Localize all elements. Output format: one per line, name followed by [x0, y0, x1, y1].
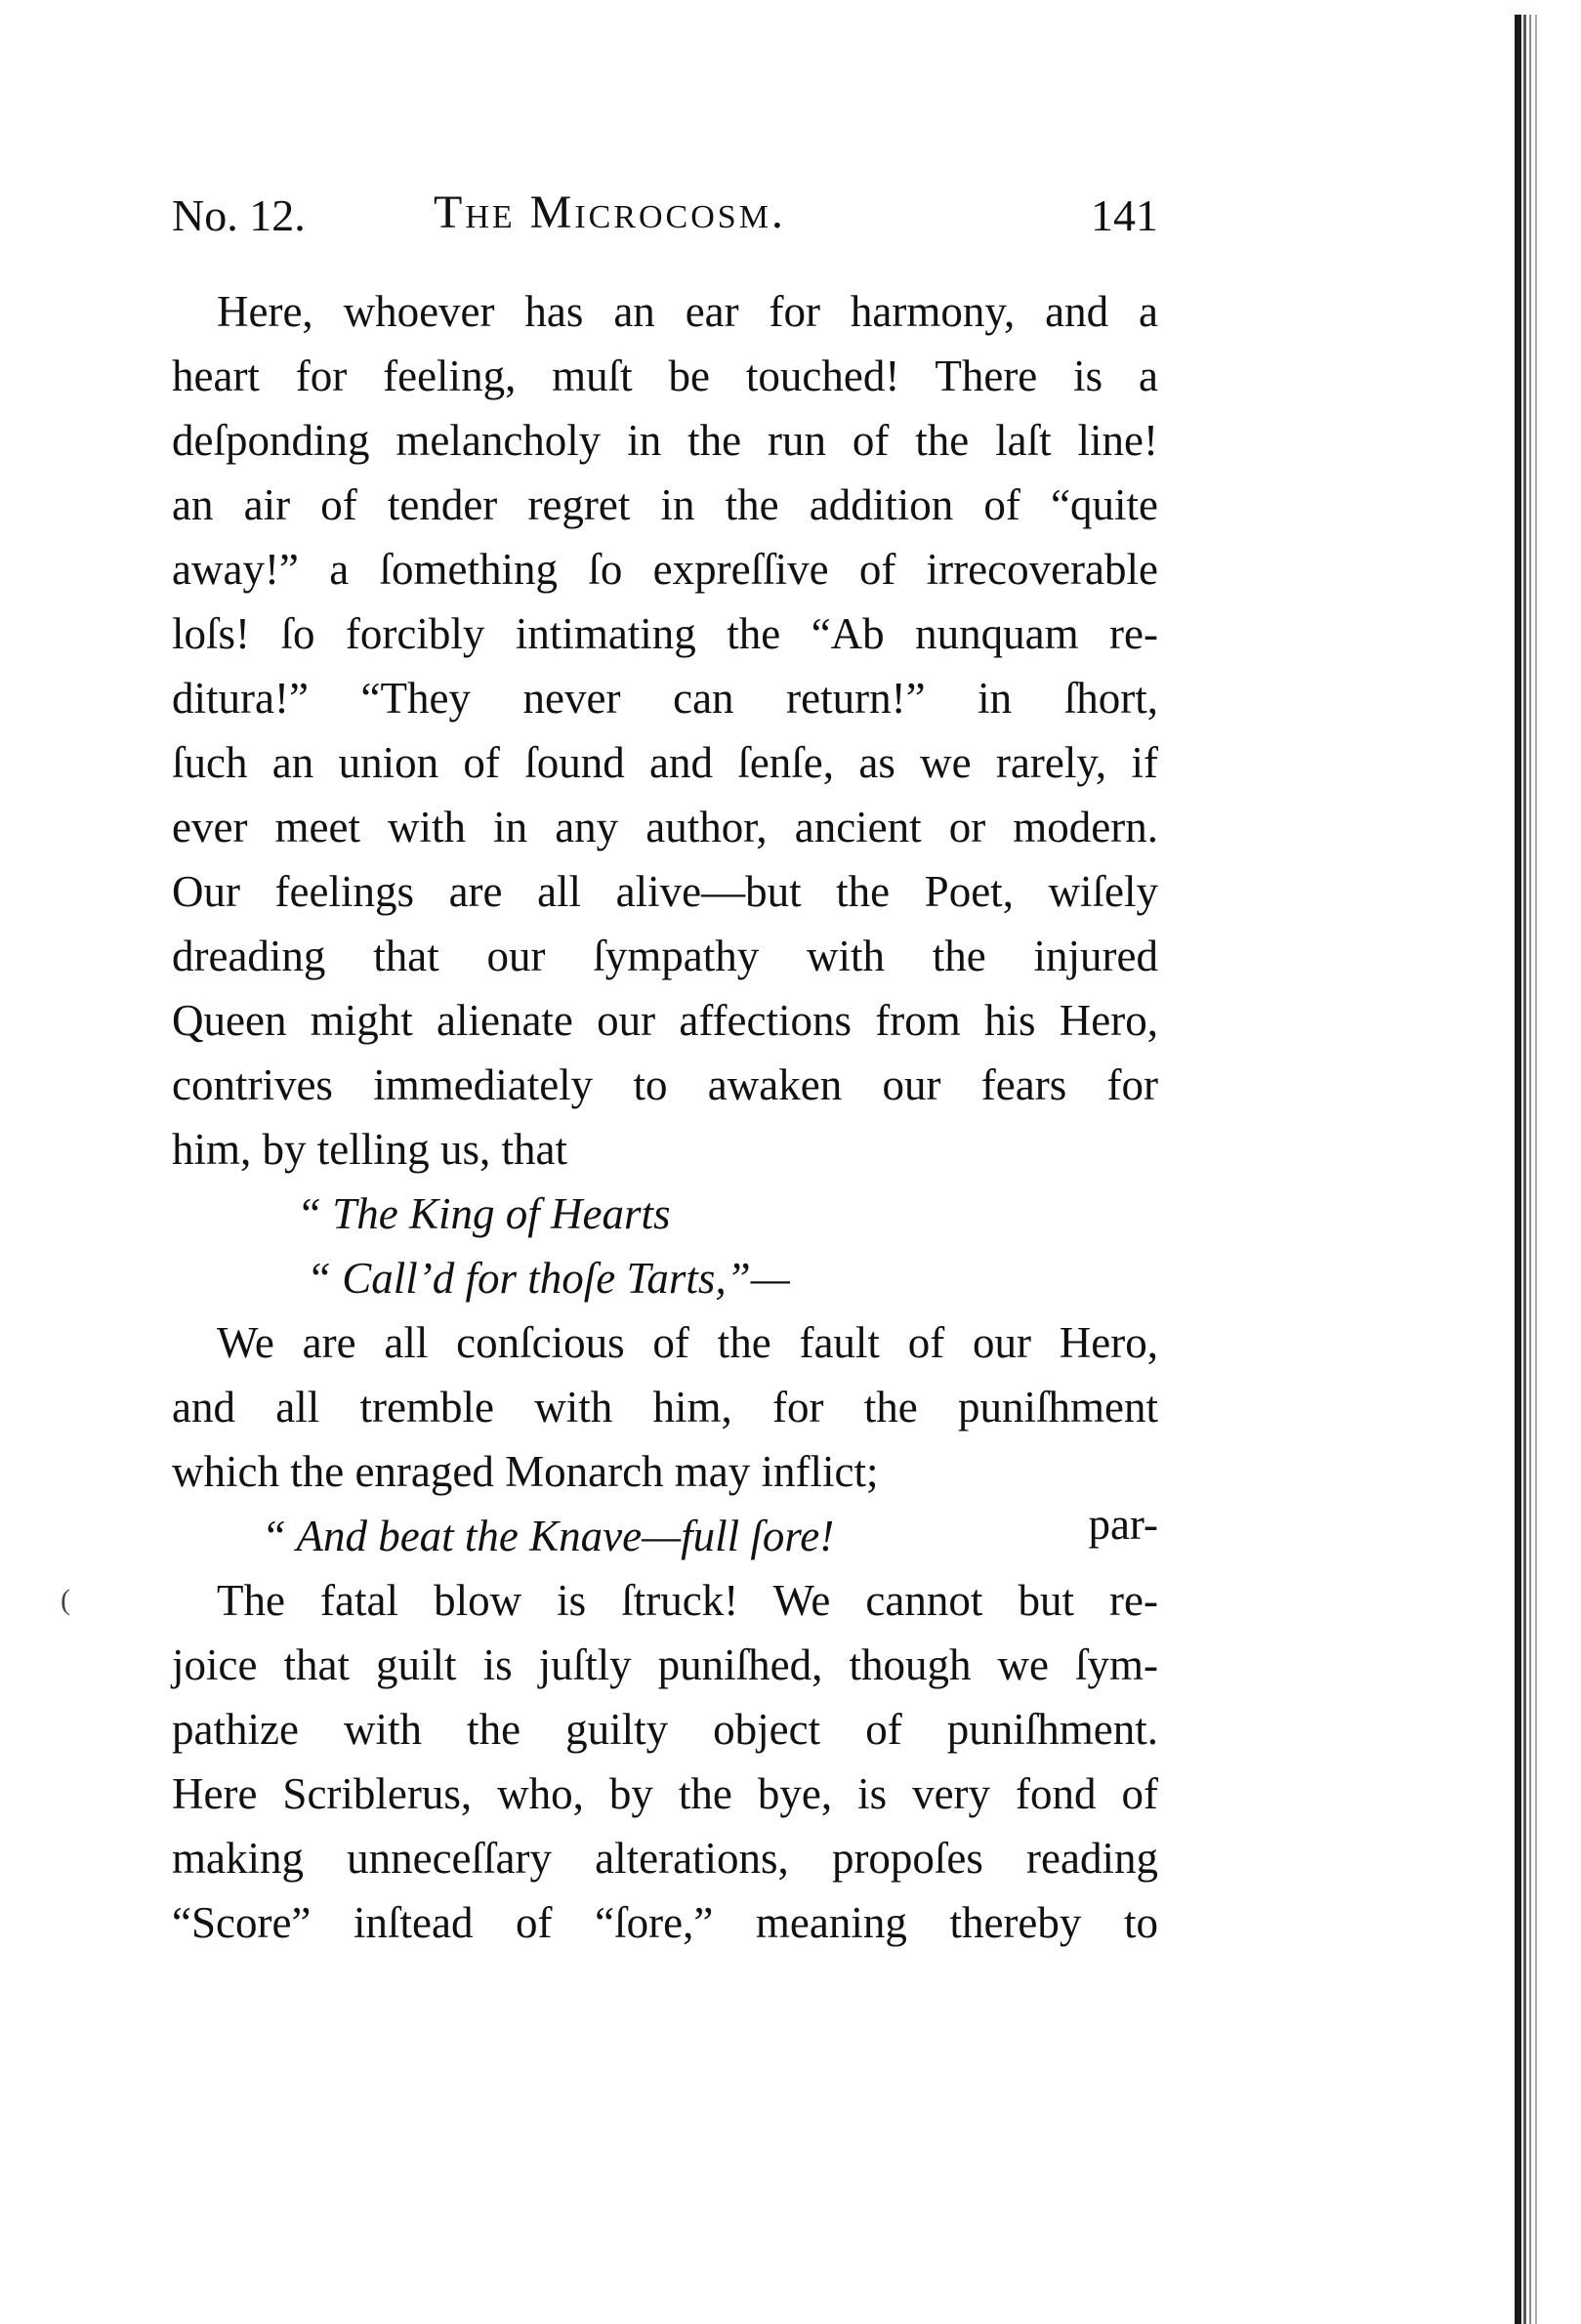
body-text	[172, 279, 1158, 1955]
text-line: ſuch an union of ſound and ſenſe, as we rarely, if	[172, 738, 1158, 787]
page-number: 141	[1091, 190, 1158, 240]
text-line: heart for feeling, muſt be touched! There is a	[172, 352, 1158, 400]
text-line: Here, whoever has an ear for harmony, and a	[217, 287, 1158, 336]
text-line: Our feelings are all alive—but the Poet, wiſely	[172, 867, 1158, 916]
binding-shadow	[1515, 15, 1521, 2324]
verse-line: “ And beat the Knave—full ſore!	[262, 1512, 835, 1560]
binding-shadow	[1529, 15, 1531, 2324]
verse-line: “ The King of Hearts	[297, 1189, 671, 1238]
text-line: and all tremble with him, for the puniſhment	[172, 1383, 1158, 1432]
text-line: ever meet with in any author, ancient or modern.	[172, 803, 1158, 851]
text-line: loſs! ſo forcibly intimating the “Ab nunquam re-	[172, 609, 1158, 658]
text-line: Here Scriblerus, who, by the bye, is very fond of	[172, 1769, 1158, 1818]
text-line: We are all conſcious of the fault of our Hero,	[217, 1318, 1158, 1367]
text-line: making unneceſſary alterations, propoſes reading	[172, 1834, 1158, 1883]
text-line: him, by telling us, that	[172, 1125, 567, 1174]
text-line: away!” a ſomething ſo expreſſive of irrecoverable	[172, 545, 1158, 594]
text-line: dreading that our ſympathy with the injured	[172, 932, 1158, 980]
text-line: joice that guilt is juſtly puniſhed, though we ſym-	[172, 1640, 1158, 1689]
catchword: par-	[1088, 1500, 1158, 1549]
text-line: an air of tender regret in the addition of “quite	[172, 480, 1158, 529]
text-line: ditura!” “They never can return!” in ſhort,	[172, 674, 1158, 723]
binding-shadow	[1523, 15, 1526, 2324]
text-line: deſponding melancholy in the run of the laſt line!	[172, 416, 1158, 465]
text-line: contrives immediately to awaken our fears for	[172, 1060, 1158, 1109]
verse-line: “ Call’d for thoſe Tarts,”—	[307, 1254, 790, 1303]
text-line: The fatal blow is ſtruck! We cannot but re-	[217, 1576, 1158, 1625]
running-title: The Microcosm.	[434, 187, 786, 238]
running-header	[172, 189, 1158, 248]
text-line: pathize with the guilty object of puniſhment.	[172, 1705, 1158, 1754]
text-line: “Score” inſtead of “ſore,” meaning thereby to	[172, 1898, 1158, 1947]
binding-shadow	[1535, 15, 1537, 2324]
issue-number: No. 12.	[172, 190, 306, 240]
margin-mark: (	[61, 1584, 70, 1616]
text-line: Queen might alienate our affections from his Hero,	[172, 996, 1158, 1045]
text-line: which the enraged Monarch may inflict;	[172, 1447, 879, 1496]
